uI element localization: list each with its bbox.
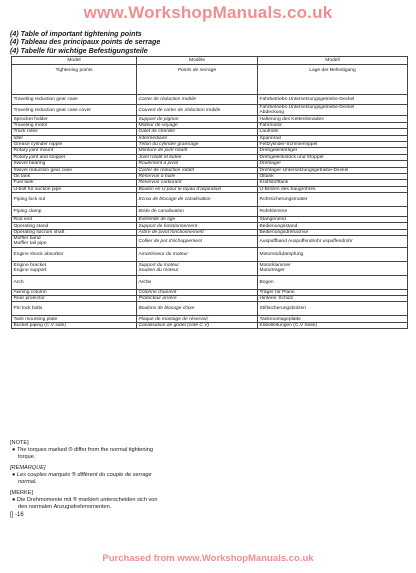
cell-tightening-point-de-line: Bedienungsdrehachse bbox=[259, 229, 309, 235]
cell-tightening-point-fr bbox=[137, 247, 258, 261]
cell-tightening-point-de bbox=[258, 275, 408, 289]
cell-tightening-point-de bbox=[258, 247, 408, 261]
cell-tightening-point-de bbox=[258, 236, 408, 247]
cell-tightening-point-de-line: Motorstoßdämpfung bbox=[259, 251, 304, 257]
cell-tightening-point-en-line: Bucket piping (C.V side) bbox=[13, 322, 66, 328]
cell-tightening-point-en bbox=[12, 261, 137, 275]
cell-tightening-point-fr-line: Carter de réduction rotatif bbox=[138, 167, 194, 173]
cell-tightening-point-de bbox=[258, 193, 408, 207]
cell-tightening-point-de-line: Rohrklemme bbox=[259, 208, 288, 214]
watermark-top: www.WorkshopManuals.co.uk bbox=[83, 3, 333, 22]
cell-tightening-point-de bbox=[258, 105, 408, 116]
cell-tightening-point-en-line: Oil tank bbox=[13, 174, 31, 180]
cell-tightening-point-fr-line: Boulons de blocage d'axe bbox=[138, 306, 195, 312]
cell-tightening-point-fr-line: Couvert de carter de réduction mobile bbox=[138, 107, 221, 113]
cell-tightening-point-fr-line: Ecrou de blocage de canalisation bbox=[138, 196, 211, 202]
cell-tightening-point-en-line: Sprocket holder bbox=[13, 116, 48, 122]
cell-tightening-point-en-line: Fuel tank bbox=[13, 180, 34, 186]
cell-tightening-point-en-line: Rear protector bbox=[13, 296, 45, 302]
cell-tightening-point-fr-line: Réservoir à huile bbox=[138, 174, 176, 180]
cell-tightening-point-de-line: Stiftsicherungsbolzen bbox=[259, 306, 306, 312]
cell-tightening-point-en-line: Traveling reduction gear case bbox=[13, 96, 78, 102]
cell-tightening-point-en bbox=[12, 247, 137, 261]
cell-tightening-point-de-line: Motorträger bbox=[259, 268, 285, 274]
cell-tightening-point-de-line: Stangenend bbox=[259, 217, 286, 223]
cell-tightening-point-en-line: Piping lock nut bbox=[13, 196, 46, 202]
cell-tightening-point-fr-line: Support de fonctionnement bbox=[138, 223, 198, 229]
cell-tightening-point-en-line: Piping clamp bbox=[13, 208, 42, 214]
cell-tightening-point-fr bbox=[137, 193, 258, 207]
cell-tightening-point-en bbox=[12, 236, 137, 247]
cell-tightening-point-en-line: Swivel reduction gear case bbox=[13, 167, 72, 173]
remarque-label: [REMARQUE] bbox=[10, 465, 46, 471]
note-text-line-1: ● The torques marked ® differ from the normal tightening bbox=[12, 447, 153, 453]
table-header-model-row bbox=[12, 57, 408, 65]
cell-tightening-point-fr-line: Amortisseur du moteur bbox=[138, 251, 188, 257]
cell-tightening-point-en-line: Operating stand bbox=[13, 223, 49, 229]
cell-tightening-point-en-line: Traveling motor bbox=[13, 122, 48, 128]
cell-tightening-point-en-line: Grease cylinder nipple bbox=[13, 142, 63, 148]
cell-tightening-point-fr-line: Galet de chenille bbox=[138, 129, 175, 135]
cell-tightening-point-fr-line: Réservoir carburant bbox=[138, 180, 182, 186]
cell-tightening-point-fr bbox=[137, 105, 258, 116]
tightening-points-table bbox=[11, 56, 408, 329]
remarque-text-line-2: normal. bbox=[18, 479, 37, 485]
cell-tightening-point-fr-line: Carter de réduction mobile bbox=[138, 96, 197, 102]
table-row bbox=[12, 95, 408, 105]
cell-tightening-point-en-line: Muffler tail pipe bbox=[13, 241, 47, 247]
cell-tightening-point-de-line: Kübelleitungen (C.V Seite) bbox=[259, 322, 318, 328]
cell-tightening-point-en-line: Operating fulcrum shaft bbox=[13, 229, 65, 235]
cell-tightening-point-fr-line: Bride de canalisation bbox=[138, 208, 184, 214]
cell-tightening-point-fr bbox=[137, 261, 258, 275]
cell-tightening-point-de-line: Fahrbetriebs-Untersetzungsgetriebe-Deckel bbox=[259, 96, 355, 102]
cell-tightening-point-fr-line: Support de pignon bbox=[138, 116, 179, 122]
table-row bbox=[12, 275, 408, 289]
cell-tightening-point-de-line: Fettzylinder-Schmiernippel bbox=[259, 142, 318, 148]
cell-tightening-point-fr bbox=[137, 236, 258, 247]
cell-tightening-point-fr-line: Soutien du moteur bbox=[138, 268, 179, 274]
merke-text-line-1: ● Die Drehmomente mit ® markiert unterscheiden sich von bbox=[12, 497, 158, 503]
heading-fr: (4) Tableau des principaux points de serrage bbox=[10, 38, 161, 47]
cell-tightening-point-fr-line: Boulon en U pour le tuyau d'aspiration bbox=[138, 186, 222, 192]
cell-tightening-point-de-line: Auspuffband Auspuffendrohr uspuffendrohr bbox=[259, 238, 353, 244]
cell-tightening-point-en-line: Engine bracket bbox=[13, 262, 47, 268]
cell-tightening-point-de-line: Fahrbetriebs-Untersetzungsgetriebe-Deckel bbox=[259, 105, 355, 110]
header-points-fr: Points de serrage bbox=[137, 65, 258, 95]
cell-tightening-point-fr-line: Arche bbox=[138, 279, 152, 285]
cell-tightening-point-fr-line: Plaque de montage de réservoir bbox=[138, 316, 209, 322]
cell-tightening-point-de bbox=[258, 302, 408, 316]
cell-tightening-point-en bbox=[12, 95, 137, 105]
cell-tightening-point-de bbox=[258, 261, 408, 275]
cell-tightening-point-de-line: Laufrolle bbox=[259, 129, 279, 135]
table-row bbox=[12, 322, 408, 328]
cell-tightening-point-fr-line: Arbre de pivot fonctionnement bbox=[138, 229, 204, 235]
cell-tightening-point-en bbox=[12, 275, 137, 289]
cell-tightening-point-en bbox=[12, 193, 137, 207]
cell-tightening-point-en-line: Track roller bbox=[13, 129, 38, 135]
cell-tightening-point-de-line: Spannrad bbox=[259, 135, 281, 141]
cell-tightening-point-fr-line: Protecteur arrière bbox=[138, 296, 177, 302]
cell-tightening-point-en bbox=[12, 105, 137, 116]
cell-tightening-point-fr-line: Moteur de voyage bbox=[138, 122, 178, 128]
cell-tightening-point-de-line: Halterung des Kettenlinnades bbox=[259, 116, 324, 122]
header-points-de: Lage der Befestigung bbox=[258, 65, 408, 95]
note-text-line-2: torque. bbox=[18, 454, 36, 460]
cell-tightening-point-fr bbox=[137, 275, 258, 289]
header-model-en: Model bbox=[12, 57, 137, 65]
cell-tightening-point-de-line: Träger für Plane bbox=[259, 289, 295, 295]
cell-tightening-point-fr bbox=[137, 95, 258, 105]
cell-tightening-point-fr-line: Canalisation de godet (coté C.V) bbox=[138, 322, 210, 328]
remarque-text-line-1: ● Les couples marqués ® diffèrent du couple de serrage bbox=[12, 472, 152, 478]
cell-tightening-point-en-line: Muffler band bbox=[13, 236, 41, 242]
cell-tightening-point-en-line: Arch bbox=[13, 279, 24, 285]
table-header-points-row bbox=[12, 65, 408, 95]
cell-tightening-point-de-line: Bedienungsstand bbox=[259, 223, 298, 229]
table-row bbox=[12, 207, 408, 217]
table-row bbox=[12, 105, 408, 116]
cell-tightening-point-de-line: Bogen bbox=[259, 279, 274, 285]
table-row bbox=[12, 261, 408, 275]
page-number: [] -16 bbox=[10, 512, 24, 518]
cell-tightening-point-fr-line: Collier de pot d'échappement bbox=[138, 238, 202, 244]
header-model-de: Modell bbox=[258, 57, 408, 65]
cell-tightening-point-en-line: Engine shock absorber bbox=[13, 251, 64, 257]
merke-text-line-2: den normalen Anzugsdrehmomenten. bbox=[18, 504, 112, 510]
table-row bbox=[12, 236, 408, 247]
cell-tightening-point-fr-line: Roulement à pivot bbox=[138, 161, 178, 167]
cell-tightening-point-fr-line: Support du moteur bbox=[138, 262, 180, 268]
cell-tightening-point-en bbox=[12, 322, 137, 328]
cell-tightening-point-en-line: Rotary joint and stopper bbox=[13, 154, 66, 160]
cell-tightening-point-fr-line: Monture de joint rotatif bbox=[138, 148, 188, 154]
cell-tightening-point-de-line: Hinterer Schutz bbox=[259, 296, 294, 302]
note-label: [NOTE] bbox=[10, 440, 29, 446]
header-model-fr: Modèle bbox=[137, 57, 258, 65]
cell-tightening-point-fr-line: Extrémité de tige bbox=[138, 217, 176, 223]
cell-tightening-point-de-line: Abdeckung bbox=[259, 110, 284, 116]
cell-tightening-point-de-line: U-Bolzen des Saugrohres bbox=[259, 186, 316, 192]
cell-tightening-point-en-line: U-bolt for suction pipe bbox=[13, 186, 62, 192]
cell-tightening-point-de-line: Rohrsicherungsmutter bbox=[259, 196, 308, 202]
heading-de: (4) Tabelle für wichtige Befestigungsteile bbox=[10, 46, 148, 55]
notes-section bbox=[10, 440, 310, 511]
cell-tightening-point-fr-line: Joint rotatif et butée bbox=[138, 154, 182, 160]
cell-tightening-point-en-line: Rotary joint mount bbox=[13, 148, 54, 154]
cell-tightening-point-de bbox=[258, 95, 408, 105]
header-points-en: Tightening points bbox=[12, 65, 137, 95]
cell-tightening-point-de bbox=[258, 322, 408, 328]
cell-tightening-point-fr bbox=[137, 207, 258, 217]
cell-tightening-point-fr-line: Intermédiaire bbox=[138, 135, 168, 141]
cell-tightening-point-fr bbox=[137, 322, 258, 328]
merke-label: [MERKE] bbox=[10, 490, 34, 496]
cell-tightening-point-de-line: Fahrmotor bbox=[259, 122, 283, 128]
cell-tightening-point-en-line: Traveling reduction gear case cover bbox=[13, 107, 92, 113]
cell-tightening-point-en-line: Awning column bbox=[13, 289, 47, 295]
cell-tightening-point-en bbox=[12, 207, 137, 217]
cell-tightening-point-en-line: Pin lock bolts bbox=[13, 306, 43, 312]
cell-tightening-point-de bbox=[258, 207, 408, 217]
cell-tightening-point-de-line: Drehlager-Untersetzungsgetriebe-Deckel bbox=[259, 167, 349, 173]
cell-tightening-point-fr-line: Téton du cylindre graissage bbox=[138, 142, 199, 148]
table-row bbox=[12, 193, 408, 207]
cell-tightening-point-de-line: Drehlager bbox=[259, 161, 281, 167]
cell-tightening-point-en-line: Tank mounting plate bbox=[13, 316, 58, 322]
cell-tightening-point-en-line: Swivel bearing bbox=[13, 161, 46, 167]
cell-tightening-point-de-line: Drehgelenkträger bbox=[259, 148, 298, 154]
cell-tightening-point-de-line: Tankmontageplatte bbox=[259, 316, 301, 322]
cell-tightening-point-de-line: Kraftstofftank bbox=[259, 180, 289, 186]
table-row bbox=[12, 247, 408, 261]
cell-tightening-point-en-line: Idler bbox=[13, 135, 24, 141]
section-heading bbox=[10, 30, 400, 55]
cell-tightening-point-en bbox=[12, 302, 137, 316]
cell-tightening-point-en-line: Rod end bbox=[13, 217, 32, 223]
cell-tightening-point-fr-line: Colonne d'auvent bbox=[138, 289, 177, 295]
cell-tightening-point-en-line: Engine support bbox=[13, 268, 47, 274]
table-row bbox=[12, 302, 408, 316]
heading-en: (4) Table of important tightening points bbox=[10, 30, 142, 38]
cell-tightening-point-de-line: Motorklammer bbox=[259, 262, 291, 268]
watermark-bottom: Purchased from www.WorkshopManuals.co.uk bbox=[102, 553, 314, 564]
cell-tightening-point-fr bbox=[137, 302, 258, 316]
cell-tightening-point-de-line: Öltank bbox=[259, 174, 274, 180]
cell-tightening-point-de-line: Drehgelenkstück und Stopper bbox=[259, 154, 324, 160]
